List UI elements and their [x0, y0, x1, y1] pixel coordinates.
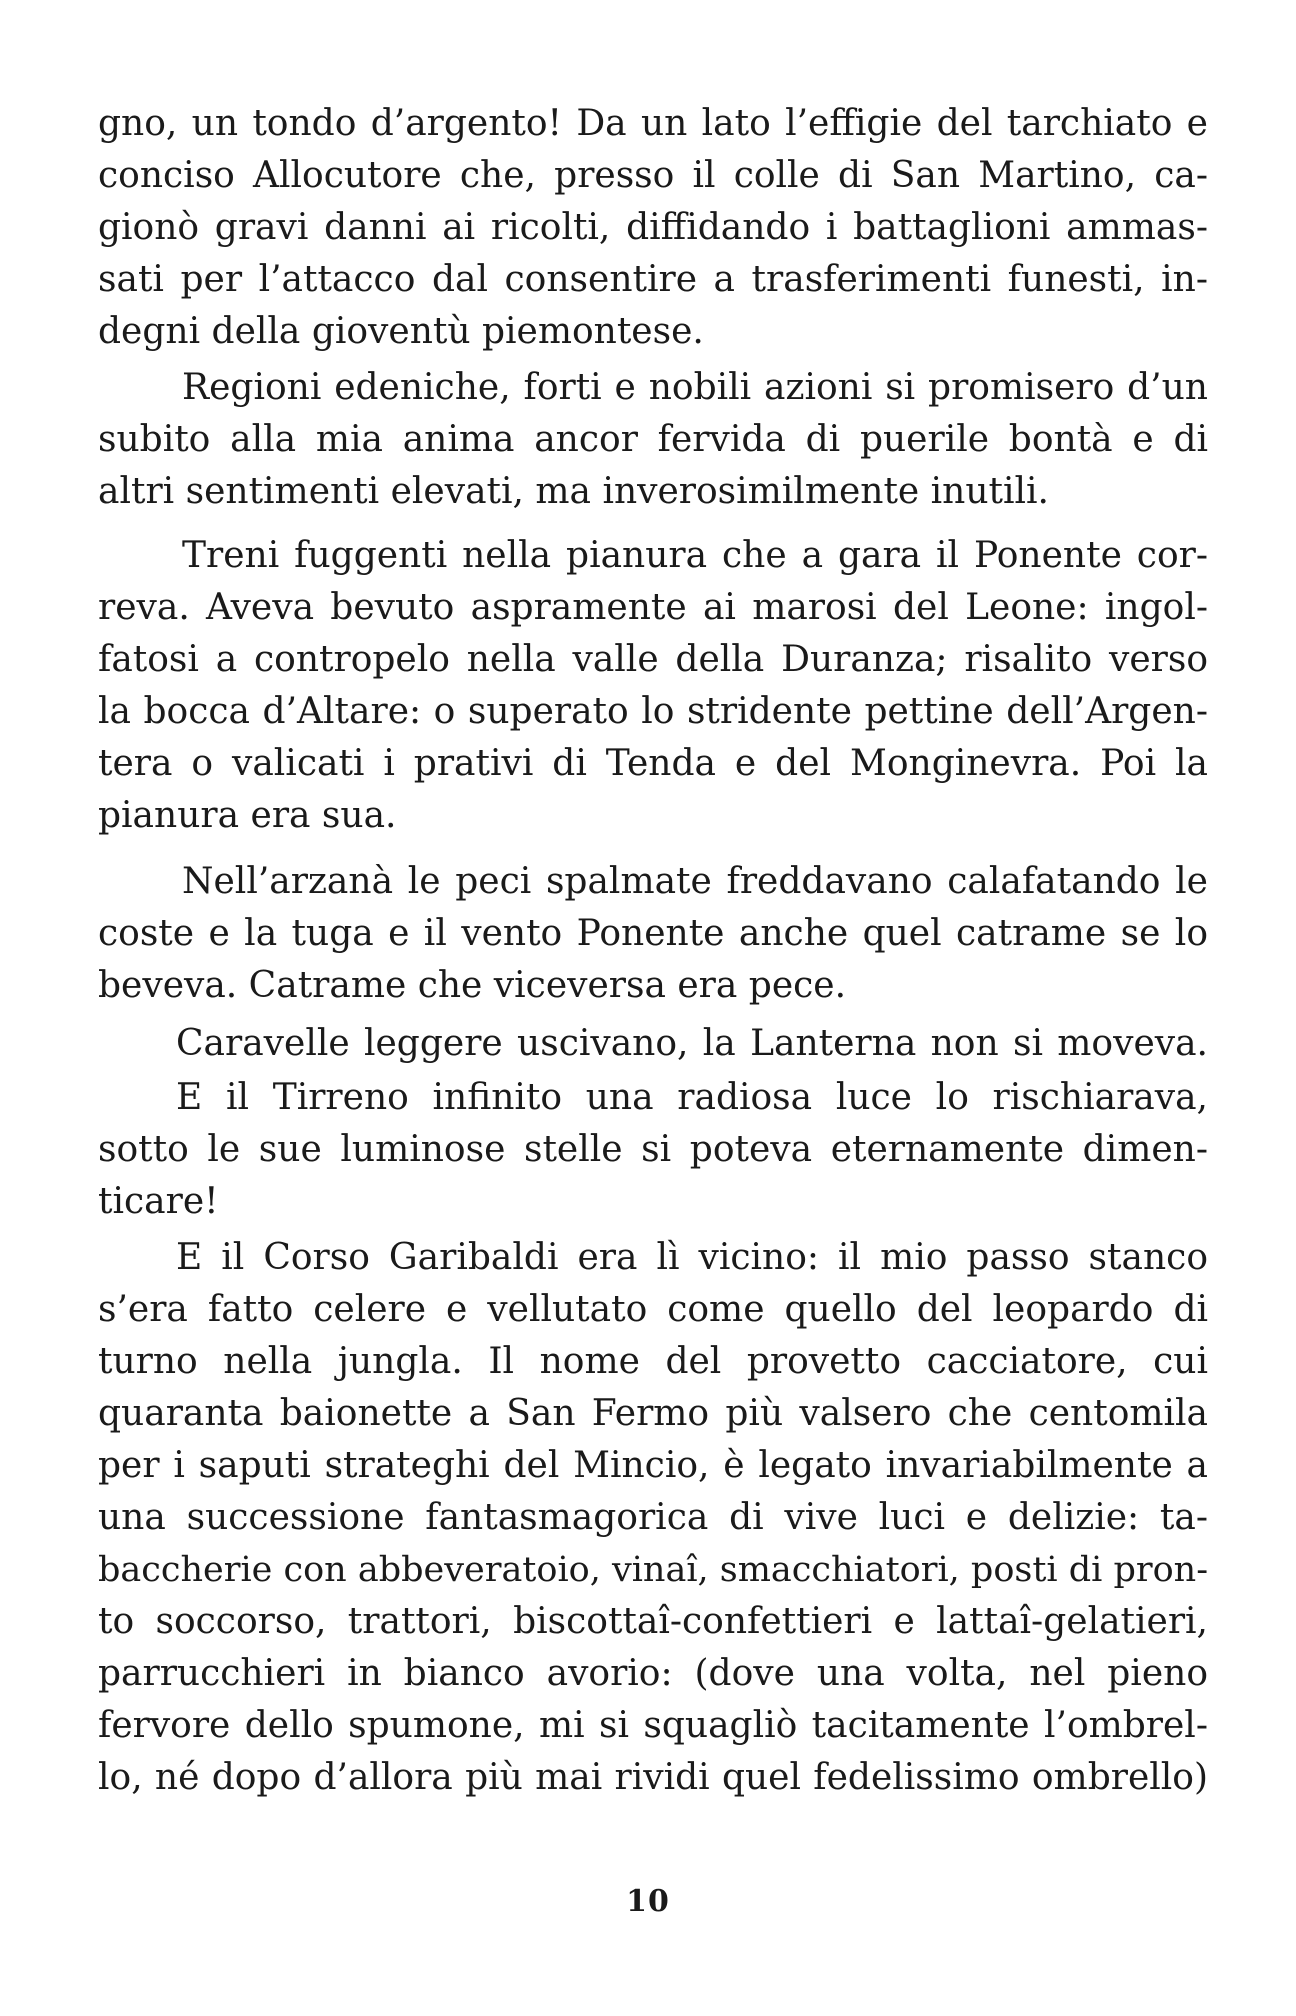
text-line: turno nella jungla. Il nome del provetto cacciatore, cui	[98, 1341, 1208, 1382]
text-line: Caravelle leggere uscivano, la Lanterna non si moveva.	[176, 1023, 1208, 1064]
text-line: Nell’arzanà le peci spalmate freddavano calafatando le	[182, 861, 1208, 902]
text-line: to soccorso, trattori, biscottaî-confettieri e lattaî-gelatieri,	[98, 1601, 1208, 1642]
text-line: lo, né dopo d’allora più mai rividi quel fedelissimo ombrello)	[98, 1757, 1208, 1798]
text-line: per i saputi strateghi del Mincio, è legato invariabilmente a	[98, 1445, 1208, 1486]
text-line: altri sentimenti elevati, ma inverosimilmente inutili.	[98, 471, 1049, 512]
text-line: gno, un tondo d’argento! Da un lato l’effigie del tarchiato e	[98, 103, 1208, 144]
text-line: subito alla mia anima ancor fervida di puerile bontà e di	[98, 419, 1208, 460]
text-line: beveva. Catrame che viceversa era pece.	[98, 965, 847, 1006]
text-line: quaranta baionette a San Fermo più valsero che centomila	[98, 1393, 1208, 1434]
text-line: s’era fatto celere e vellutato come quello del leopardo di	[98, 1289, 1208, 1330]
text-line: una successione fantasmagorica di vive luci e delizie: ta-	[98, 1497, 1208, 1538]
text-line: la bocca d’Altare: o superato lo stridente pettine dell’Argen-	[98, 691, 1208, 732]
text-line: parrucchieri in bianco avorio: (dove una volta, nel pieno	[98, 1653, 1208, 1694]
text-line: gionò gravi danni ai ricolti, diffidando i battaglioni ammas-	[98, 207, 1208, 248]
text-line: tera o valicati i prativi di Tenda e del Monginevra. Poi la	[98, 743, 1208, 784]
text-line: E il Corso Garibaldi era lì vicino: il mio passo stanco	[176, 1237, 1208, 1278]
text-line: fervore dello spumone, mi si squagliò tacitamente l’ombrel-	[98, 1705, 1208, 1746]
text-line: coste e la tuga e il vento Ponente anche quel catrame se lo	[98, 913, 1208, 954]
text-line: E il Tirreno infinito una radiosa luce lo rischiarava,	[176, 1077, 1208, 1118]
text-line: sotto le sue luminose stelle si poteva eternamente dimen-	[98, 1129, 1208, 1170]
text-line: Regioni edeniche, forti e nobili azioni si promisero d’un	[182, 367, 1208, 408]
text-line: reva. Aveva bevuto aspramente ai marosi del Leone: ingol-	[98, 587, 1208, 628]
text-line: conciso Allocutore che, presso il colle di San Martino, ca-	[98, 155, 1208, 196]
text-line: sati per l’attacco dal consentire a trasferimenti funesti, in-	[98, 259, 1208, 300]
text-line: Treni fuggenti nella pianura che a gara il Ponente cor-	[182, 535, 1208, 576]
page-number: 10	[626, 1884, 670, 1919]
text-line: fatosi a contropelo nella valle della Duranza; risalito verso	[98, 639, 1208, 680]
text-line: ticare!	[98, 1181, 219, 1222]
text-line: baccherie con abbeveratoio, vinaî, smacchiatori, posti di pron-	[98, 1550, 1209, 1590]
text-line: pianura era sua.	[98, 795, 397, 836]
text-line: degni della gioventù piemontese.	[98, 311, 704, 352]
